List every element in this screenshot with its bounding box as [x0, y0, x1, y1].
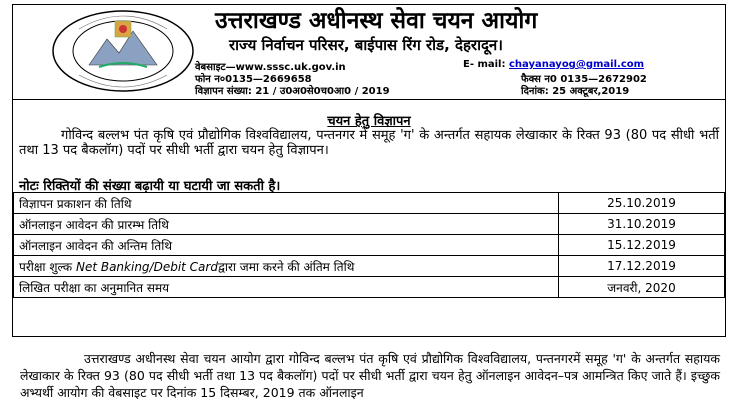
table-row [14, 235, 725, 256]
date-label: लिखित परीक्षा का अनुमानित समय [14, 277, 559, 298]
date-value: 31.10.2019 [559, 214, 725, 235]
date-value: 17.12.2019 [559, 256, 725, 277]
letterhead [13, 5, 725, 100]
section-heading: चयन हेतु विज्ञापन [327, 114, 411, 129]
advertisement-frame [12, 4, 726, 337]
body-paragraph: उत्तराखण्ड अधीनस्थ सेवा चयन आयोग द्वारा गोविन्द बल्लभ पंत कृषि एवं प्रौद्योगिक विश्वविद्यालय, पन्तनगरमें समूह 'ग' के अन्तर्गत सहायक लेखाकार के रिक्त 93 (80 पद सीधी भर्ती तथा 13 पद बैकलॉग) पदों पर सीधी भर्ती द्वारा चयन हेतु ऑनलाइन आवेदन–पत्र आमन्त्रित किए जाते हैं। इच्छुक अभ्यर्थी आयोग की वेबसाइट पर दिनांक 15 दिसम्बर, 2019 तक ऑनलाइन [20, 351, 720, 400]
organization-address: राज्य निर्वाचन परिसर, बाईपास रिंग रोड, देहरादून। [229, 36, 503, 54]
table-row [14, 277, 725, 298]
date-value: 15.12.2019 [559, 235, 725, 256]
commission-logo-emblem [49, 9, 197, 93]
phone-text: फोन न०0135—2669658 [195, 74, 312, 85]
date-label: परीक्षा शुल्क Net Banking/Debit Cardद्वारा जमा करने की अंतिम तिथि [14, 256, 559, 277]
advertisement-date: दिनांक: 25 अक्टूबर,2019 [521, 86, 630, 97]
advertisement-number: विज्ञापन संख्या: 21 / उ0अ0से0च0आ0 / 2019 [195, 86, 390, 97]
table-row [14, 193, 725, 214]
intro-text: गोविन्द बल्लभ पंत कृषि एवं प्रौद्योगिक विश्वविद्यालय, पन्तनगर में समूह 'ग' के अन्तर्गत सहायक लेखाकार के रिक्त 93 (80 पद सीधी भर्ती तथा 13 पद बैकलॉग) पदों पर सीधी भर्ती द्वारा चयन हेतु विज्ञापन। [19, 128, 719, 158]
website-text: वेबसाइट—www.sssc.uk.gov.in [195, 62, 346, 73]
table-row [14, 256, 725, 277]
fax-text: फैक्स न0 0135—2672902 [521, 74, 647, 85]
date-value: 25.10.2019 [559, 193, 725, 214]
vacancy-note: नोटः रिक्तियों की संख्या बढ़ायी या घटायी जा सकती है। [19, 179, 281, 194]
date-label: ऑनलाइन आवेदन की प्रारम्भ तिथि [14, 214, 559, 235]
email-line [463, 59, 644, 70]
table-row [14, 214, 725, 235]
date-value: जनवरी, 2020 [559, 277, 725, 298]
important-dates-table [13, 192, 725, 298]
email-label: E- mail: [463, 59, 506, 70]
date-label: ऑनलाइन आवेदन की अन्तिम तिथि [14, 235, 559, 256]
organization-title: उत्तराखण्ड अधीनस्थ सेवा चयन आयोग [215, 8, 538, 34]
date-label: विज्ञापन प्रकाशन की तिथि [14, 193, 559, 214]
email-link[interactable]: chayanayog@gmail.com [508, 59, 645, 70]
